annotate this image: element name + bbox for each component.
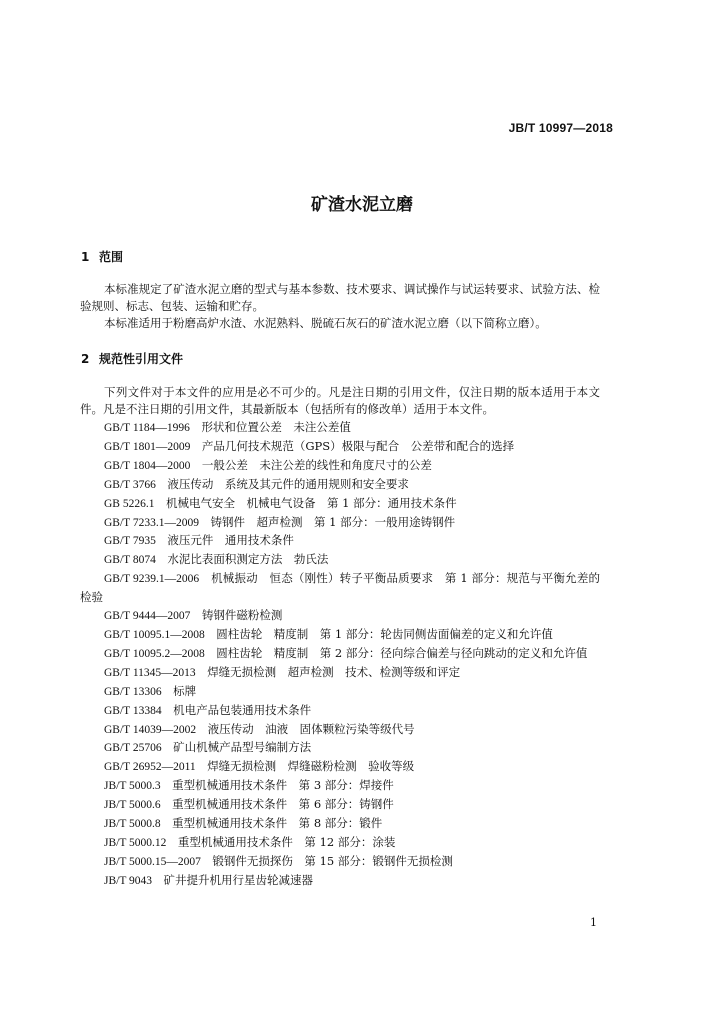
reference-item	[80, 815, 600, 834]
reference-item	[80, 570, 600, 607]
reference-code: GB/T 9444—2007	[104, 610, 191, 623]
reference-title: 一般公差 未注公差的线性和角度尺寸的公差	[201, 457, 432, 472]
reference-code: GB/T 8074	[104, 554, 156, 567]
reference-title: 重型机械通用技术条件 第 6 部分：铸钢件	[172, 797, 394, 812]
reference-item	[80, 532, 600, 551]
reference-code: GB/T 1801—2009	[104, 440, 191, 453]
reference-title: 矿井提升机用行星齿轮减速器	[163, 872, 314, 887]
reference-code: GB/T 13306	[104, 685, 162, 698]
reference-item	[80, 872, 600, 891]
reference-code: GB/T 13384	[104, 704, 162, 717]
section-heading-scope	[81, 248, 123, 265]
document-title: 矿渣水泥立磨	[311, 195, 413, 215]
reference-item	[80, 758, 600, 777]
reference-code: GB/T 1184—1996	[104, 422, 190, 434]
reference-code: JB/T 5000.3	[104, 780, 161, 793]
reference-title: 机械振动 恒态（刚性）转子平衡品质要求 第 1 部分：规范与平衡允差的检验	[80, 571, 601, 605]
reference-title: 锻钢件无损探伤 第 15 部分：锻钢件无损检测	[212, 853, 453, 868]
section-number: 2	[81, 352, 90, 366]
reference-item	[80, 514, 600, 533]
reference-item	[80, 739, 600, 758]
reference-code: JB/T 9043	[104, 874, 153, 887]
reference-title: 铸钢件 超声检测 第 1 部分：一般用途铸钢件	[210, 514, 456, 529]
reference-title: 机械电气安全 机械电气设备 第 1 部分：通用技术条件	[165, 495, 457, 510]
section-number: 1	[81, 250, 90, 264]
reference-title: 形状和位置公差 未注公差值	[201, 420, 351, 434]
reference-item	[80, 645, 600, 664]
reference-item	[80, 683, 600, 702]
reference-code: JB/T 5000.12	[104, 836, 167, 849]
reference-title: 圆柱齿轮 精度制 第 2 部分：径向综合偏差与径向跳动的定义和允许值	[216, 645, 588, 660]
reference-code: JB/T 5000.8	[104, 818, 161, 831]
reference-list	[80, 419, 600, 891]
reference-item	[80, 702, 600, 721]
reference-title: 重型机械通用技术条件 第 3 部分：焊接件	[172, 778, 394, 793]
reference-title: 圆柱齿轮 精度制 第 1 部分：轮齿同侧齿面偏差的定义和允许值	[216, 626, 553, 641]
reference-item	[80, 457, 600, 476]
reference-code: GB/T 10095.1—2008	[104, 628, 205, 641]
reference-code: GB/T 1804—2000	[104, 459, 191, 472]
reference-title: 重型机械通用技术条件 第 12 部分：涂装	[177, 834, 396, 849]
reference-code: GB 5226.1	[104, 497, 155, 510]
reference-title: 焊缝无损检测 超声检测 技术、检测等级和评定	[207, 664, 461, 679]
section-heading-references	[81, 350, 183, 367]
reference-code: GB/T 3766	[104, 478, 156, 491]
paragraph-scope-1: 本标准规定了矿渣水泥立磨的型式与基本参数、技术要求、调试操作与试运转要求、试验方法、检验规则、标志、包装、运输和贮存。	[80, 282, 600, 313]
section-title: 规范性引用文件	[99, 352, 184, 366]
reference-title: 机电产品包装通用技术条件	[173, 702, 312, 717]
reference-title: 液压元件 通用技术条件	[167, 533, 294, 548]
page-number: 1	[590, 916, 597, 929]
reference-item	[80, 476, 600, 495]
reference-title: 水泥比表面积测定方法 勃氏法	[167, 552, 329, 567]
reference-code: GB/T 11345—2013	[104, 666, 196, 679]
reference-title: 液压传动 系统及其元件的通用规则和安全要求	[167, 476, 409, 491]
reference-code: GB/T 26952—2011	[104, 761, 196, 774]
reference-title: 铸钢件磁粉检测	[201, 608, 283, 623]
standard-number: JB/T 10997—2018	[508, 121, 613, 135]
reference-item	[80, 495, 600, 514]
reference-code: GB/T 7233.1—2009	[104, 516, 199, 529]
paragraph-references-intro: 下列文件对于本文件的应用是必不可少的。凡是注日期的引用文件，仅注日期的版本适用于本文件。凡是不注日期的引用文件，其最新版本（包括所有的修改单）适用于本文件。	[80, 385, 600, 416]
reference-item	[80, 626, 600, 645]
reference-code: GB/T 14039—2002	[104, 723, 197, 736]
reference-item	[80, 607, 600, 626]
reference-code: GB/T 10095.2—2008	[104, 647, 205, 660]
reference-item	[80, 834, 600, 853]
reference-code: JB/T 5000.6	[104, 799, 161, 812]
reference-item	[80, 551, 600, 570]
reference-title: 产品几何技术规范（GPS）极限与配合 公差带和配合的选择	[201, 438, 515, 453]
reference-item	[80, 664, 600, 683]
reference-title: 重型机械通用技术条件 第 8 部分：锻件	[172, 816, 383, 831]
reference-title: 标牌	[173, 683, 197, 698]
section-title: 范围	[99, 250, 124, 264]
reference-code: GB/T 9239.1—2006	[104, 573, 200, 586]
reference-title: 液压传动 油液 固体颗粒污染等级代号	[207, 721, 415, 736]
reference-item	[80, 853, 600, 872]
reference-item	[80, 777, 600, 796]
reference-code: GB/T 7935	[104, 535, 156, 548]
reference-item	[80, 438, 600, 457]
reference-item	[80, 721, 600, 740]
reference-title: 焊缝无损检测 焊缝磁粉检测 验收等级	[207, 759, 415, 774]
paragraph-scope-2: 本标准适用于粉磨高炉水渣、水泥熟料、脱硫石灰石的矿渣水泥立磨（以下简称立磨）。	[104, 316, 547, 330]
reference-code: GB/T 25706	[104, 742, 162, 755]
reference-item	[80, 796, 600, 815]
reference-title: 矿山机械产品型号编制方法	[173, 740, 312, 755]
reference-item	[80, 419, 600, 438]
reference-code: JB/T 5000.15—2007	[104, 855, 201, 868]
